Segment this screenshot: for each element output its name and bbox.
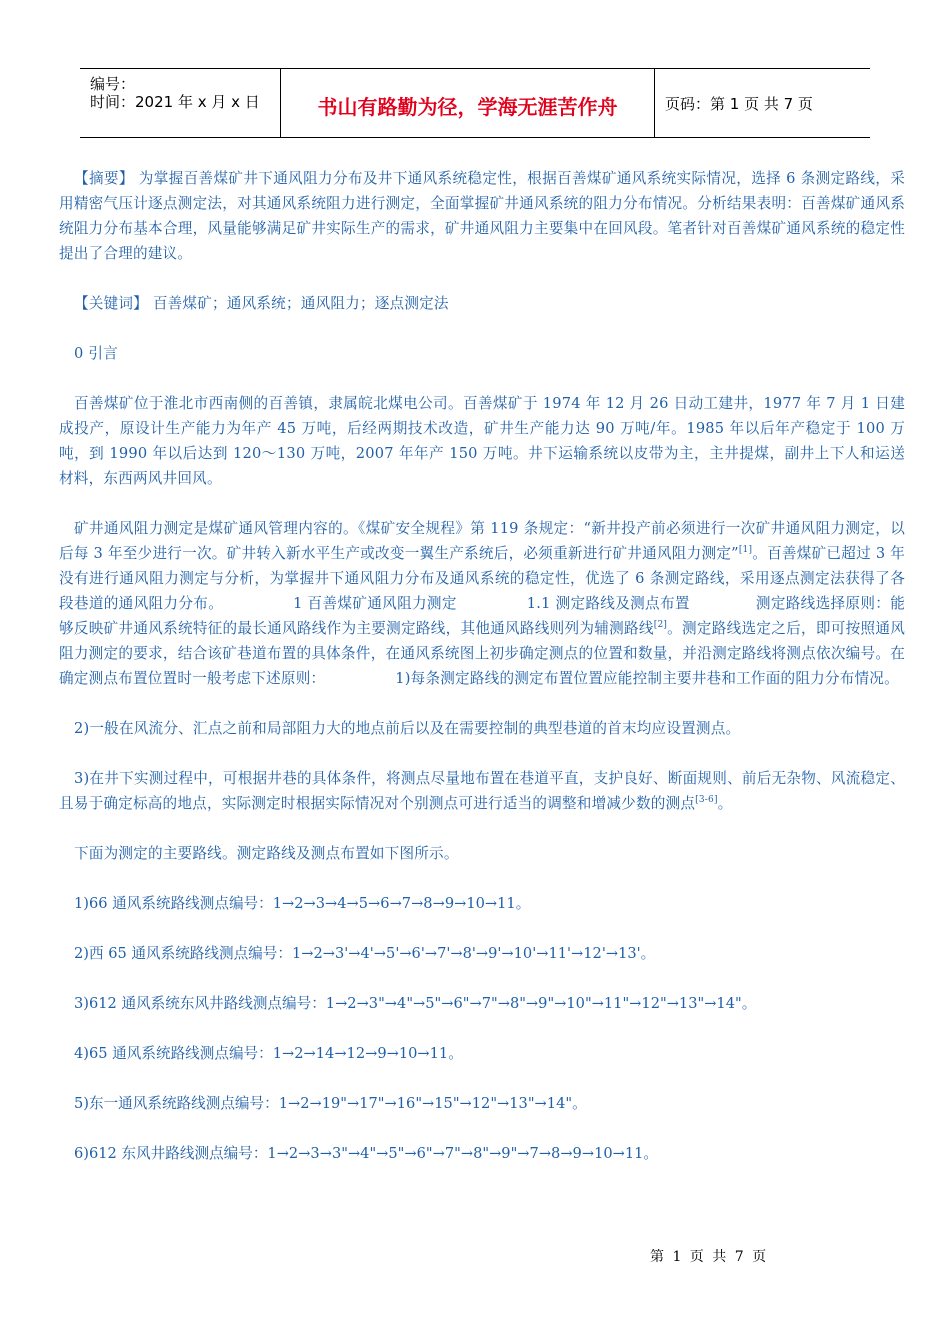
routes-intro: 下面为测定的主要路线。测定路线及测点布置如下图所示。	[74, 845, 459, 862]
abstract-text: 为掌握百善煤矿井下通风阻力分布及井下通风系统稳定性，根据百善煤矿通风系统实际情况，选择 6 条测定路线，采用精密气压计逐点测定法，对其通风系统阻力进行测定，全面掌握矿井通风系统的阻力分布情况。分析结果表明：百善煤矿通风系统阻力分布基本合理，风量能够满足矿井实际生产的需求，矿井通风阻力主要集中在回风段。笔者针对百善煤矿通风系统的稳定性提出了合理的建议。	[59, 170, 905, 262]
para2-text-d: 。测定路线选定之后，即可按照通风阻力测定的要求，结合该矿巷道布置的具体条件，在通风系统图上初步确定测点的位置和数量，并沿测定路线将测点依次编号。在确定测点布置位置时一般考虑下述原则：	[59, 620, 905, 687]
para2-text-b: 。百善煤矿已超过 3 年没有进行通风阻力测定与分析，为掌握井下通风阻力分布及通风系统的稳定性，优选了 6 条测定路线，采用逐点测定法获得了各段巷道的通风阻力分布。	[59, 545, 905, 612]
route-item: 4)65 通风系统路线测点编号：1→2→14→12→9→10→11。	[74, 1045, 463, 1062]
keywords-tag: 【关键词】	[74, 295, 148, 312]
route-item: 2)西 65 通风系统路线测点编号：1→2→3'→4'→5'→6'→7'→8'→9'→10'→11'→12'→13'。	[74, 945, 656, 962]
para2-text-c: 测定路线选择原则：能够反映矿井通风系统特征的最长通风路线作为主要测定路线，其他通风路线则列为辅测路线	[59, 595, 905, 637]
motto-text: 书山有路勤为径，学海无涯苦作舟	[317, 95, 618, 119]
header-info-cell	[80, 69, 281, 137]
header-page-cell	[655, 69, 870, 137]
citation-1: [1]	[738, 545, 753, 556]
page-footer: 第 1 页 共 7 页	[650, 1249, 769, 1265]
abstract-tag: 【摘要】	[74, 170, 134, 187]
rule-1-text: 1)每条测定路线的测定布置位置应能控制主要井巷和工作面的阻力分布情况。	[395, 670, 899, 687]
header-motto-cell	[281, 69, 655, 137]
page-number-label: 页码：第 1 页 共 7 页	[665, 95, 813, 113]
rule-3-paragraph	[59, 766, 905, 816]
keywords-paragraph	[59, 291, 905, 316]
intro-paragraph-1: 百善煤矿位于淮北市西南侧的百善镇，隶属皖北煤电公司。百善煤矿于 1974 年 12 月 26 日动工建井，1977 年 7 月 1 日建成投产，原设计生产能力为年产 45 万吨，后经两期技术改造，矿井生产能力达 90 万吨/年。1985 年以后年产稳定于 100 万吨，到 1990 年以后达到 120～130 万吨，2007 年年产 150 万吨。井下运输系统以皮带为主，主井提煤，副井上下人和运送材料，东西两风井回风。	[59, 395, 905, 487]
number-label: 编号：	[90, 75, 136, 93]
section-1-heading: 1 百善煤矿通风阻力测定	[293, 595, 457, 612]
rule-2-paragraph: 2)一般在风流分、汇点之前和局部阻力大的地点前后以及在需要控制的典型巷道的首末均应设置测点。	[74, 720, 741, 737]
document-body	[59, 166, 905, 1191]
intro-heading: 0 引言	[74, 345, 118, 362]
route-item: 1)66 通风系统路线测点编号：1→2→3→4→5→6→7→8→9→10→11。	[74, 895, 531, 912]
page-header	[80, 68, 870, 138]
abstract-paragraph	[59, 166, 905, 266]
section-1-1-heading: 1.1 测定路线及测点布置	[526, 595, 690, 612]
route-item: 6)612 东风井路线测点编号：1→2→3→3"→4"→5"→6"→7"→8"→9"→7→8→9→10→11。	[74, 1145, 659, 1162]
para2-text-a: 矿井通风阻力测定是煤矿通风管理内容的。《煤矿安全规程》第 119 条规定：“新井投产前必须进行一次矿井通风阻力测定，以后每 3 年至少进行一次。矿井转入新水平生产或改变一翼生产系统后，必须重新进行矿井通风阻力测定”	[59, 520, 905, 562]
route-item: 5)东一通风系统路线测点编号：1→2→19"→17"→16"→15"→12"→13"→14"。	[74, 1095, 587, 1112]
route-item: 3)612 通风系统东风井路线测点编号：1→2→3"→4"→5"→6"→7"→8"→9"→10"→11"→12"→13"→14"。	[74, 995, 757, 1012]
time-label: 时间：2021 年 x 月 x 日	[90, 93, 260, 111]
rule-3-text: 3)在井下实测过程中，可根据井巷的具体条件，将测点尽量地布置在巷道平直，支护良好、断面规则、前后无杂物、风流稳定、且易于确定标高的地点，实际测定时根据实际情况对个别测点可进行适当的调整和增减少数的测点	[59, 770, 905, 812]
keywords-text: 百善煤矿；通风系统；通风阻力；逐点测定法	[152, 295, 449, 312]
rule-3-end: 。	[717, 795, 733, 812]
citation-3-6: [3-6]	[695, 795, 718, 806]
intro-paragraph-2	[59, 516, 905, 691]
citation-2: [2]	[653, 620, 668, 631]
